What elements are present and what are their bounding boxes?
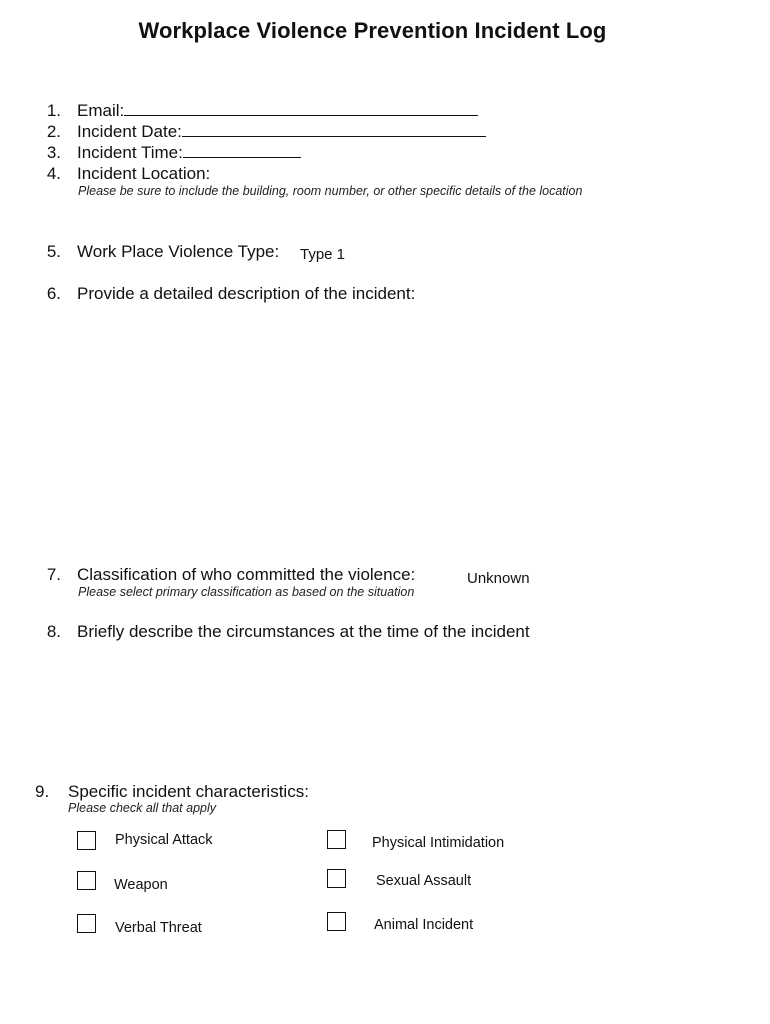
incident-time-field[interactable] (183, 143, 301, 158)
q6-number: 6. (46, 284, 61, 303)
characteristics-label: Specific incident characteristics: (68, 782, 309, 801)
animal-incident-label: Animal Incident (374, 917, 474, 933)
field-number-email: 1. (46, 101, 61, 120)
violence-type-label: Work Place Violence Type: (77, 242, 280, 261)
verbal-threat-checkbox[interactable] (77, 914, 96, 933)
incident-location-label: Incident Location: (77, 164, 211, 183)
circumstances-field[interactable] (77, 650, 717, 770)
description-label: Provide a detailed description of the incident: (77, 284, 416, 303)
sexual-assault-label: Sexual Assault (376, 873, 472, 889)
location-hint: Please be sure to include the building, room number, or other specific details of the location (78, 184, 583, 198)
q7-number: 7. (46, 565, 61, 584)
characteristics-hint: Please check all that apply (68, 801, 217, 815)
incident-time-label: Incident Time: (77, 143, 183, 162)
incident-date-label: Incident Date: (77, 122, 182, 141)
animal-incident-checkbox[interactable] (327, 912, 346, 931)
page-title: Workplace Violence Prevention Incident Log (138, 18, 607, 43)
classification-hint: Please select primary classification as based on the situation (78, 585, 415, 599)
weapon-checkbox[interactable] (77, 871, 96, 890)
physical-intimidation-label: Physical Intimidation (372, 835, 505, 851)
weapon-label: Weapon (114, 877, 168, 893)
q9-number: 9. (35, 782, 50, 801)
violence-type-value[interactable]: Type 1 (300, 246, 346, 263)
email-label: Email: (77, 101, 125, 120)
physical-intimidation-checkbox[interactable] (327, 830, 346, 849)
incident-date-row (77, 122, 486, 142)
description-field[interactable] (77, 312, 717, 552)
incident-date-field[interactable] (182, 122, 486, 137)
physical-attack-checkbox[interactable] (77, 831, 96, 850)
verbal-threat-label: Verbal Threat (115, 920, 202, 936)
field-number-date: 2. (46, 122, 61, 141)
circumstances-label: Briefly describe the circumstances at the time of the incident (77, 622, 530, 641)
physical-attack-label: Physical Attack (115, 832, 213, 848)
email-field[interactable] (124, 101, 478, 116)
field-number-location: 4. (46, 164, 61, 183)
q5-number: 5. (46, 242, 61, 261)
field-number-time: 3. (46, 143, 61, 162)
classification-value[interactable]: Unknown (467, 570, 530, 587)
q8-number: 8. (46, 622, 61, 641)
sexual-assault-checkbox[interactable] (327, 869, 346, 888)
classification-label: Classification of who committed the violence: (77, 565, 416, 584)
email-field-row (77, 101, 478, 121)
incident-time-row (77, 143, 301, 163)
